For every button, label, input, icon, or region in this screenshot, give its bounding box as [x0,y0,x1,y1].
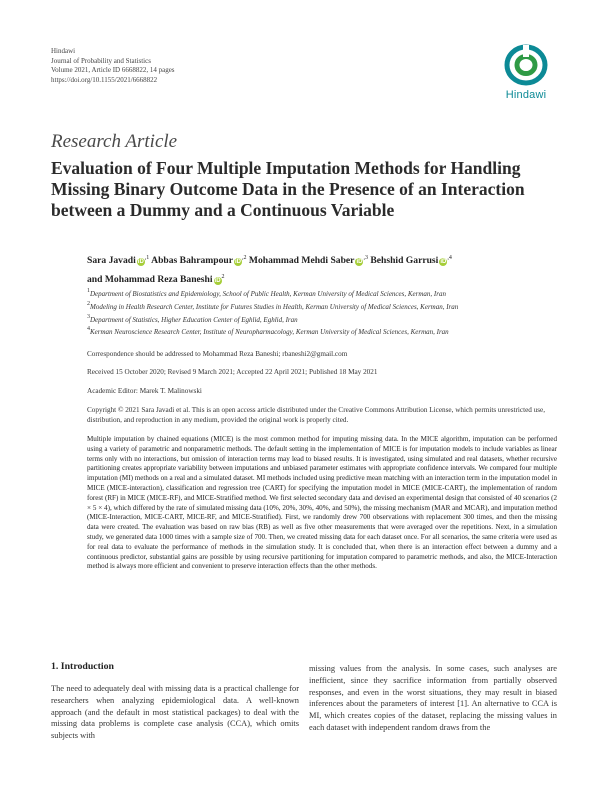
affiliation-number: 1 [87,288,90,294]
affiliation-item [87,300,557,313]
section-heading: 1. Introduction [51,661,114,672]
author-name[interactable]: Abbas Bahrampour [151,255,233,266]
affiliation-number: 2 [87,300,90,307]
journal-name: Journal of Probability and Statistics [51,56,151,65]
orcid-icon[interactable]: iD [235,259,241,265]
author-name[interactable]: Behshid Garrusi [370,255,439,266]
journal-info [51,47,175,85]
author-name[interactable]: Sara Javadi [87,255,136,266]
copyright-notice: Copyright © 2021 Sara Javadi et al. This is an open access article distributed under the Creative Commons Attribution License, which permits unrestricted use, distribution, and reproduction in any medium, provided the original work is properly cited. [87,406,546,424]
affiliation-list [87,287,557,338]
publication-dates: Received 15 October 2020; Revised 9 March 2021; Accepted 22 April 2021; Published 18 May 2021 [87,368,378,376]
volume-info: Volume 2021, Article ID 6668822, 14 pages [51,66,175,75]
orcid-icon[interactable]: iD [214,278,221,284]
hindawi-logo-icon [503,43,549,87]
affiliation-number: 3 [87,313,90,320]
abstract: Multiple imputation by chained equations (MICE) is the most common method for imputing missing data. In the MICE algorithm, imputation can be performed using a variety of parametric and nonparametric methods. The default setting in the implementation of MICE is for imputation models to include variables as linear terms only with no interactions, but omission of interaction terms may lead to biased results. It is investigated, using simulated and real datasets, whether recursive partitioning creates appropriate variability between imputations and unbiased parameter estimates with appropriate confidence intervals. We compared four multiple imputation (MI) methods on a real and a simulated dataset. MI methods included using predictive mean matching with an interaction term in the imputation model in MICE (MICE-interaction), classification and regression tree (CART) for specifying the imputation model in MICE (MICE-CART), the implementation of random forest (RF) in MICE (MICE-RF), and MICE-Stratified method. We first selected secondary data and devised an experimental design that consisted of 40 scenarios (2 × 5 × 4), which differed by the rate of simulated missing data (10%, 20%, 30%, 40%, and 50%), the missing mechanism (MAR and MCAR), and imputation method (MICE-Interaction, MICE-CART, MICE-RF, and MICE-Stratified). First, we randomly drew 700 observations with replacement 300 times, and then the missing data were created. The evaluation was based on raw bias (RB) as well as five other measurements that were averaged over the repetitions. Next, in a simulation study, we generated data 1000 times with a sample size of 700. Then, we created missing data for each dataset once. For all scenarios, the same criteria were used as for real data to evaluate the performance of methods in the simulation study. It is concluded that, when there is an interaction effect between a dummy and a continuous predictor, substantial gains are possible by using recursive partitioning for imputation compared to parametric methods, and also, the MICE-Interaction method is always more efficient and convenient to preserve interaction effects than the other methods. [87,435,557,571]
orcid-icon[interactable]: iD [356,259,363,265]
intro-column-left: The need to adequately deal with missing data is a practical challenge for researchers when analyzing epidemiological data. A well-known approach (and the default in most statistical packages) to deal with the missing data problems is complete case analysis (CCA), which omits subjects with [51,684,299,741]
logo-text: Hindawi [505,89,547,101]
affiliation-text: Modeling in Health Research Center, Institute for Futures Studies in Health, Kerman University of Medical Sciences, Kerman, Iran [90,302,459,311]
intro-column-right: missing values from the analysis. In some cases, such analyses are inefficient, since they sacrifice information from partially observed responses, and even in the worst situations, they may result in biased inferences about the parameters of interest [1]. An alternative to CCA is MI, which creates copies of the dataset, replacing the missing values in each dataset with independent random draws from the [309,664,557,732]
affiliation-text: Department of Statistics, Higher Education Center of Eghlid, Eghlid, Iran [90,315,298,324]
academic-editor: Academic Editor: Marek T. Malinowski [87,387,202,395]
article-type: Research Article [51,131,178,152]
author-affiliation-ref: 4 [448,255,452,261]
author-connector: and [87,274,103,285]
doi-link[interactable]: https://doi.org/10.1155/2021/6668822 [51,75,158,84]
article-title: Evaluation of Four Multiple Imputation Methods for Handling Missing Binary Outcome Data in the Presence of an Interaction between a Dummy and a Continuous Variable [51,158,525,220]
author-affiliation-ref: 1 [146,255,150,261]
author-affiliation-ref: 3 [364,255,368,261]
affiliation-number: 4 [87,326,90,333]
author-name[interactable]: Mohammad Reza Baneshi [104,274,213,285]
affiliation-item [87,313,557,326]
author-affiliation-ref: 2 [221,274,225,280]
orcid-icon[interactable]: iD [137,259,144,265]
affiliation-item [87,287,557,300]
author-affiliation-ref: 2 [243,255,247,261]
orcid-icon[interactable]: iD [440,259,447,265]
affiliation-text: Kerman Neuroscience Research Center, Institute of Neuropharmacology, Kerman University of Medical Sciences, Kerman, Iran [90,328,449,337]
author-list: Sara Javadi $iD^{,1}$ Abbas Bahrampour $iD^{,2}$ Mohammad Mehdi Saber $iD^{,3}$ Behshid Garrusi $iD^{,4}$ and Mohammad Reza Baneshi $iD^2$ [87,255,452,285]
hindawi-logo [494,43,558,107]
author-name[interactable]: Mohammad Mehdi Saber [248,255,355,266]
affiliation-text: Department of Biostatistics and Epidemiology, School of Public Health, Kerman University of Medical Sciences, Kerman, Iran [90,290,446,298]
publisher-name: Hindawi [51,47,76,55]
affiliation-item [87,325,557,338]
correspondence: Correspondence should be addressed to Mohammad Reza Baneshi; rbaneshi2@gmail.com [87,350,348,358]
